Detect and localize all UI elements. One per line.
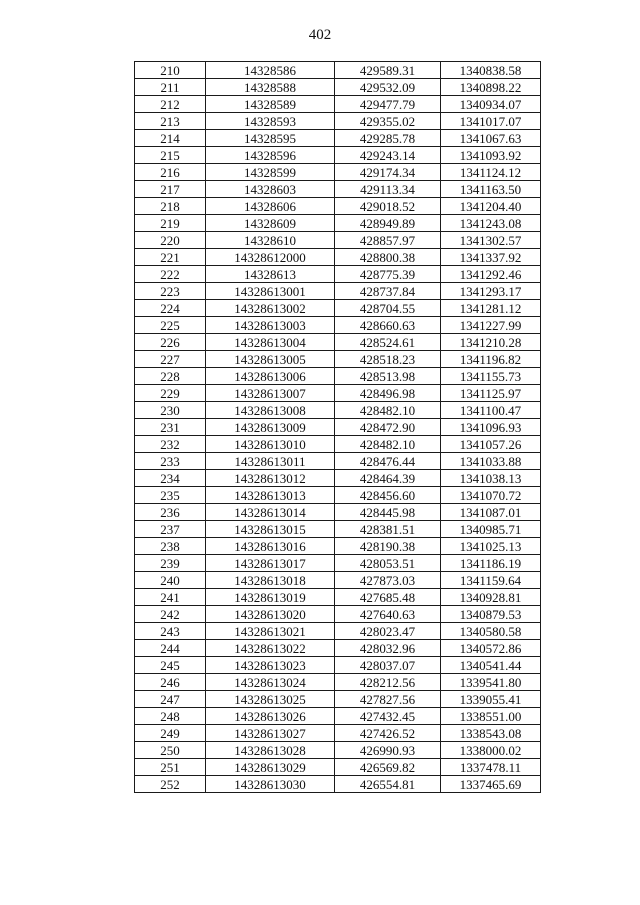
row-index-cell: 225 — [135, 317, 206, 334]
point-id-cell: 14328612000 — [206, 249, 335, 266]
y-coordinate-cell: 1339055.41 — [441, 691, 541, 708]
point-id-cell: 14328613013 — [206, 487, 335, 504]
x-coordinate-cell: 428476.44 — [335, 453, 441, 470]
table-row — [135, 62, 541, 79]
y-coordinate-cell: 1341186.19 — [441, 555, 541, 572]
y-coordinate-cell: 1341292.46 — [441, 266, 541, 283]
point-id-cell: 14328613007 — [206, 385, 335, 402]
table-row — [135, 691, 541, 708]
x-coordinate-cell: 429285.78 — [335, 130, 441, 147]
table-row — [135, 470, 541, 487]
table-row — [135, 130, 541, 147]
x-coordinate-cell: 428857.97 — [335, 232, 441, 249]
row-index-cell: 213 — [135, 113, 206, 130]
point-id-cell: 14328595 — [206, 130, 335, 147]
row-index-cell: 252 — [135, 776, 206, 793]
x-coordinate-cell: 428381.51 — [335, 521, 441, 538]
y-coordinate-cell: 1340580.58 — [441, 623, 541, 640]
coordinate-table — [134, 61, 541, 793]
x-coordinate-cell: 427426.52 — [335, 725, 441, 742]
table-row — [135, 249, 541, 266]
row-index-cell: 245 — [135, 657, 206, 674]
y-coordinate-cell: 1341210.28 — [441, 334, 541, 351]
row-index-cell: 249 — [135, 725, 206, 742]
row-index-cell: 239 — [135, 555, 206, 572]
x-coordinate-cell: 429018.52 — [335, 198, 441, 215]
row-index-cell: 233 — [135, 453, 206, 470]
table-row — [135, 232, 541, 249]
row-index-cell: 219 — [135, 215, 206, 232]
point-id-cell: 14328613030 — [206, 776, 335, 793]
x-coordinate-cell: 428518.23 — [335, 351, 441, 368]
table-row — [135, 589, 541, 606]
point-id-cell: 14328613015 — [206, 521, 335, 538]
row-index-cell: 242 — [135, 606, 206, 623]
x-coordinate-cell: 428456.60 — [335, 487, 441, 504]
x-coordinate-cell: 426569.82 — [335, 759, 441, 776]
point-id-cell: 14328613010 — [206, 436, 335, 453]
table-row — [135, 674, 541, 691]
x-coordinate-cell: 427432.45 — [335, 708, 441, 725]
row-index-cell: 251 — [135, 759, 206, 776]
table-row — [135, 181, 541, 198]
y-coordinate-cell: 1341033.88 — [441, 453, 541, 470]
row-index-cell: 236 — [135, 504, 206, 521]
table-row — [135, 96, 541, 113]
x-coordinate-cell: 428660.63 — [335, 317, 441, 334]
y-coordinate-cell: 1337465.69 — [441, 776, 541, 793]
x-coordinate-cell: 428737.84 — [335, 283, 441, 300]
point-id-cell: 14328613008 — [206, 402, 335, 419]
y-coordinate-cell: 1340934.07 — [441, 96, 541, 113]
table-row — [135, 708, 541, 725]
y-coordinate-cell: 1341243.08 — [441, 215, 541, 232]
y-coordinate-cell: 1341124.12 — [441, 164, 541, 181]
row-index-cell: 232 — [135, 436, 206, 453]
table-row — [135, 623, 541, 640]
x-coordinate-cell: 429477.79 — [335, 96, 441, 113]
row-index-cell: 243 — [135, 623, 206, 640]
table-row — [135, 147, 541, 164]
table-row — [135, 657, 541, 674]
x-coordinate-cell: 428445.98 — [335, 504, 441, 521]
table-row — [135, 300, 541, 317]
row-index-cell: 229 — [135, 385, 206, 402]
point-id-cell: 14328613018 — [206, 572, 335, 589]
point-id-cell: 14328613019 — [206, 589, 335, 606]
x-coordinate-cell: 428513.98 — [335, 368, 441, 385]
x-coordinate-cell: 428775.39 — [335, 266, 441, 283]
y-coordinate-cell: 1341038.13 — [441, 470, 541, 487]
row-index-cell: 214 — [135, 130, 206, 147]
x-coordinate-cell: 426990.93 — [335, 742, 441, 759]
y-coordinate-cell: 1340985.71 — [441, 521, 541, 538]
y-coordinate-cell: 1341155.73 — [441, 368, 541, 385]
point-id-cell: 14328613012 — [206, 470, 335, 487]
row-index-cell: 226 — [135, 334, 206, 351]
row-index-cell: 234 — [135, 470, 206, 487]
table-row — [135, 334, 541, 351]
y-coordinate-cell: 1341196.82 — [441, 351, 541, 368]
row-index-cell: 248 — [135, 708, 206, 725]
row-index-cell: 221 — [135, 249, 206, 266]
table-row — [135, 351, 541, 368]
y-coordinate-cell: 1341067.63 — [441, 130, 541, 147]
table-row — [135, 538, 541, 555]
y-coordinate-cell: 1341025.13 — [441, 538, 541, 555]
point-id-cell: 14328613024 — [206, 674, 335, 691]
table-row — [135, 198, 541, 215]
row-index-cell: 224 — [135, 300, 206, 317]
table-row — [135, 606, 541, 623]
row-index-cell: 231 — [135, 419, 206, 436]
row-index-cell: 230 — [135, 402, 206, 419]
y-coordinate-cell: 1341070.72 — [441, 487, 541, 504]
x-coordinate-cell: 427685.48 — [335, 589, 441, 606]
table-row — [135, 640, 541, 657]
table-row — [135, 368, 541, 385]
x-coordinate-cell: 428190.38 — [335, 538, 441, 555]
x-coordinate-cell: 428472.90 — [335, 419, 441, 436]
point-id-cell: 14328613029 — [206, 759, 335, 776]
point-id-cell: 14328613004 — [206, 334, 335, 351]
point-id-cell: 14328613017 — [206, 555, 335, 572]
row-index-cell: 238 — [135, 538, 206, 555]
table-row — [135, 521, 541, 538]
y-coordinate-cell: 1341087.01 — [441, 504, 541, 521]
row-index-cell: 250 — [135, 742, 206, 759]
y-coordinate-cell: 1341017.07 — [441, 113, 541, 130]
x-coordinate-cell: 428212.56 — [335, 674, 441, 691]
row-index-cell: 217 — [135, 181, 206, 198]
y-coordinate-cell: 1340572.86 — [441, 640, 541, 657]
y-coordinate-cell: 1340838.58 — [441, 62, 541, 79]
x-coordinate-cell: 427640.63 — [335, 606, 441, 623]
point-id-cell: 14328610 — [206, 232, 335, 249]
row-index-cell: 212 — [135, 96, 206, 113]
row-index-cell: 241 — [135, 589, 206, 606]
y-coordinate-cell: 1341337.92 — [441, 249, 541, 266]
point-id-cell: 14328613005 — [206, 351, 335, 368]
y-coordinate-cell: 1339541.80 — [441, 674, 541, 691]
row-index-cell: 220 — [135, 232, 206, 249]
row-index-cell: 210 — [135, 62, 206, 79]
table-row — [135, 572, 541, 589]
point-id-cell: 14328593 — [206, 113, 335, 130]
x-coordinate-cell: 429243.14 — [335, 147, 441, 164]
y-coordinate-cell: 1341227.99 — [441, 317, 541, 334]
y-coordinate-cell: 1341100.47 — [441, 402, 541, 419]
row-index-cell: 218 — [135, 198, 206, 215]
point-id-cell: 14328613016 — [206, 538, 335, 555]
y-coordinate-cell: 1341125.97 — [441, 385, 541, 402]
table-row — [135, 79, 541, 96]
point-id-cell: 14328586 — [206, 62, 335, 79]
table-body — [135, 62, 541, 793]
point-id-cell: 14328613027 — [206, 725, 335, 742]
table-row — [135, 555, 541, 572]
point-id-cell: 14328588 — [206, 79, 335, 96]
table-row — [135, 742, 541, 759]
x-coordinate-cell: 426554.81 — [335, 776, 441, 793]
y-coordinate-cell: 1340879.53 — [441, 606, 541, 623]
row-index-cell: 244 — [135, 640, 206, 657]
table-row — [135, 487, 541, 504]
x-coordinate-cell: 428949.89 — [335, 215, 441, 232]
row-index-cell: 246 — [135, 674, 206, 691]
point-id-cell: 14328609 — [206, 215, 335, 232]
x-coordinate-cell: 428704.55 — [335, 300, 441, 317]
point-id-cell: 14328613023 — [206, 657, 335, 674]
point-id-cell: 14328613 — [206, 266, 335, 283]
table-row — [135, 419, 541, 436]
x-coordinate-cell: 428037.07 — [335, 657, 441, 674]
row-index-cell: 228 — [135, 368, 206, 385]
x-coordinate-cell: 428023.47 — [335, 623, 441, 640]
y-coordinate-cell: 1341302.57 — [441, 232, 541, 249]
table-row — [135, 385, 541, 402]
x-coordinate-cell: 428800.38 — [335, 249, 441, 266]
row-index-cell: 222 — [135, 266, 206, 283]
table-row — [135, 266, 541, 283]
point-id-cell: 14328606 — [206, 198, 335, 215]
point-id-cell: 14328613026 — [206, 708, 335, 725]
y-coordinate-cell: 1338000.02 — [441, 742, 541, 759]
table-row — [135, 317, 541, 334]
y-coordinate-cell: 1341096.93 — [441, 419, 541, 436]
point-id-cell: 14328613020 — [206, 606, 335, 623]
y-coordinate-cell: 1340928.81 — [441, 589, 541, 606]
x-coordinate-cell: 429113.34 — [335, 181, 441, 198]
x-coordinate-cell: 428482.10 — [335, 402, 441, 419]
row-index-cell: 237 — [135, 521, 206, 538]
y-coordinate-cell: 1340541.44 — [441, 657, 541, 674]
table-row — [135, 283, 541, 300]
point-id-cell: 14328613021 — [206, 623, 335, 640]
table-row — [135, 436, 541, 453]
row-index-cell: 211 — [135, 79, 206, 96]
table-row — [135, 402, 541, 419]
point-id-cell: 14328599 — [206, 164, 335, 181]
point-id-cell: 14328613009 — [206, 419, 335, 436]
point-id-cell: 14328613011 — [206, 453, 335, 470]
point-id-cell: 14328603 — [206, 181, 335, 198]
table-row — [135, 776, 541, 793]
page-number: 402 — [308, 27, 332, 43]
row-index-cell: 215 — [135, 147, 206, 164]
point-id-cell: 14328589 — [206, 96, 335, 113]
table-row — [135, 725, 541, 742]
table-row — [135, 164, 541, 181]
y-coordinate-cell: 1340898.22 — [441, 79, 541, 96]
x-coordinate-cell: 428524.61 — [335, 334, 441, 351]
point-id-cell: 14328613006 — [206, 368, 335, 385]
x-coordinate-cell: 428032.96 — [335, 640, 441, 657]
y-coordinate-cell: 1341163.50 — [441, 181, 541, 198]
row-index-cell: 216 — [135, 164, 206, 181]
point-id-cell: 14328613003 — [206, 317, 335, 334]
point-id-cell: 14328613022 — [206, 640, 335, 657]
y-coordinate-cell: 1341293.17 — [441, 283, 541, 300]
point-id-cell: 14328613028 — [206, 742, 335, 759]
point-id-cell: 14328613002 — [206, 300, 335, 317]
y-coordinate-cell: 1341204.40 — [441, 198, 541, 215]
table-row — [135, 215, 541, 232]
y-coordinate-cell: 1337478.11 — [441, 759, 541, 776]
x-coordinate-cell: 428464.39 — [335, 470, 441, 487]
table-row — [135, 759, 541, 776]
row-index-cell: 247 — [135, 691, 206, 708]
table-row — [135, 113, 541, 130]
point-id-cell: 14328613001 — [206, 283, 335, 300]
x-coordinate-cell: 428482.10 — [335, 436, 441, 453]
y-coordinate-cell: 1341057.26 — [441, 436, 541, 453]
point-id-cell: 14328613014 — [206, 504, 335, 521]
y-coordinate-cell: 1341093.92 — [441, 147, 541, 164]
y-coordinate-cell: 1338551.00 — [441, 708, 541, 725]
x-coordinate-cell: 429174.34 — [335, 164, 441, 181]
row-index-cell: 227 — [135, 351, 206, 368]
point-id-cell: 14328596 — [206, 147, 335, 164]
row-index-cell: 223 — [135, 283, 206, 300]
x-coordinate-cell: 429532.09 — [335, 79, 441, 96]
x-coordinate-cell: 428496.98 — [335, 385, 441, 402]
row-index-cell: 240 — [135, 572, 206, 589]
y-coordinate-cell: 1341281.12 — [441, 300, 541, 317]
y-coordinate-cell: 1341159.64 — [441, 572, 541, 589]
x-coordinate-cell: 427873.03 — [335, 572, 441, 589]
table-row — [135, 504, 541, 521]
row-index-cell: 235 — [135, 487, 206, 504]
x-coordinate-cell: 428053.51 — [335, 555, 441, 572]
x-coordinate-cell: 427827.56 — [335, 691, 441, 708]
x-coordinate-cell: 429589.31 — [335, 62, 441, 79]
x-coordinate-cell: 429355.02 — [335, 113, 441, 130]
y-coordinate-cell: 1338543.08 — [441, 725, 541, 742]
point-id-cell: 14328613025 — [206, 691, 335, 708]
table-row — [135, 453, 541, 470]
